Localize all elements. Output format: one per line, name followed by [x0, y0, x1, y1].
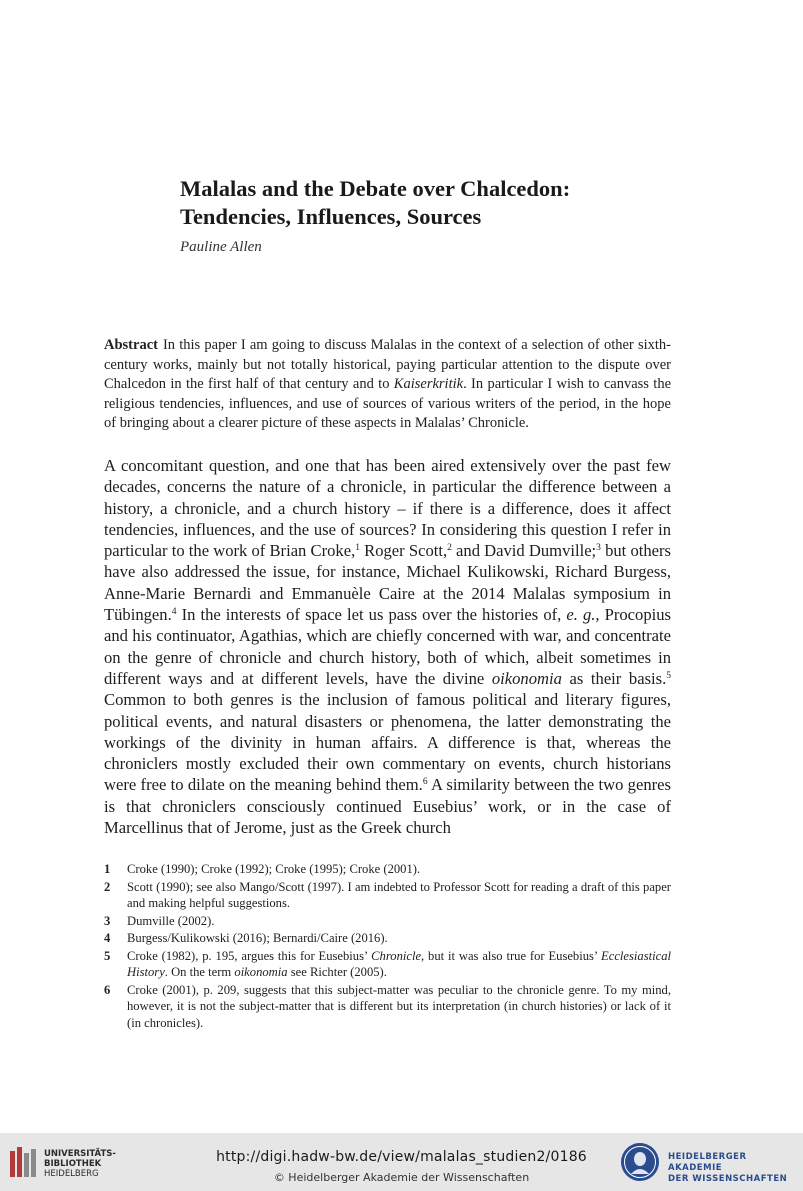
footnote-italic-oikonomia: oikonomia [234, 965, 288, 979]
body-text-5: In the interests of space let us pass over the histories of, [176, 605, 567, 625]
body-text-7: as their basis. [561, 668, 667, 688]
footnote-text-part: see Richter (2005). [287, 965, 387, 979]
footnote-text-part: . On the term [164, 965, 235, 979]
footnote-text-part: Croke (1982), p. 195, argues this for Eusebius’ [127, 948, 372, 963]
footer-bar [0, 1133, 803, 1191]
academy-seal-icon [620, 1142, 660, 1182]
footnote-ref-3[interactable]: 3 [596, 543, 601, 554]
abstract-italic-term: Kaiserkritik [393, 376, 464, 392]
article-header [180, 175, 700, 256]
footnotes [104, 861, 671, 1032]
footnote-text [127, 948, 671, 981]
academy-name-line-2: DER WISSENSCHAFTEN [668, 1174, 788, 1184]
footnote-ref-5[interactable]: 5 [666, 670, 671, 681]
footnote-5 [104, 948, 671, 981]
footnote-number: 3 [104, 913, 111, 928]
library-name-line-3: HEIDELBERG [44, 1169, 99, 1179]
body-text-2: Roger Scott, [359, 541, 448, 561]
body-text-3: and David Dumville; [451, 541, 597, 561]
body-text-1: A concomitant question, and one that has been aired extensively over the past few decades, concerns the nature of a chronicle, in particular the difference between a history, a chronicle, and a church history – if there is a difference, does it affect tendencies, influences, and the use of sources? In considering this question I refer in particular to the work of Brian Croke, [104, 456, 671, 561]
footnote-text: Croke (1990); Croke (1992); Croke (1995); Croke (2001). [127, 862, 421, 876]
footnote-ref-2[interactable]: 2 [447, 543, 452, 554]
abstract-label: Abstract [104, 337, 158, 353]
academy-name-line-1: HEIDELBERGER AKADEMIE [668, 1152, 747, 1173]
permalink-url[interactable]: http://digi.hadw-bw.de/view/malalas_studien2/0186 [216, 1149, 587, 1165]
abstract-text-b: . In particular I wish to canvass the religious tendencies, influences, and use of sources of various writers of the period, in the hope of bringing about a clearer picture of these aspects in Malalas’ Chronicle. [104, 376, 672, 431]
library-name-line-2: BIBLIOTHEK [44, 1159, 102, 1169]
footnote-number: 2 [104, 879, 111, 894]
footnote-italic-ecclesiastical-history: Ecclesiastical History [127, 948, 671, 979]
footnote-number: 4 [104, 931, 111, 945]
article-title-line-1: Malalas and the Debate over Chalcedon: [180, 176, 571, 201]
body-text-8: Common to both genres is the inclusion of famous political and literary figures, political events, and natural disasters or phenomena, the latter demonstrating the workings of the divinity in human affairs. A difference is that, whereas the chroniclers mostly excluded their own commentary on events, church historians were free to dilate on the meaning behind them. [104, 690, 671, 795]
body-paragraph [104, 455, 671, 838]
abstract [104, 336, 671, 434]
footnote-text: Scott (1990); see also Mango/Scott (1997). I am indebted to Professor Scott for reading a draft of this paper and making helpful suggestions. [127, 879, 671, 910]
footnote-4 [104, 930, 671, 947]
footnote-6 [104, 982, 671, 1032]
footnote-number: 1 [104, 862, 111, 876]
body-italic-oikonomia: oikonomia [491, 668, 562, 688]
footnote-italic-chronicle: Chronicle [371, 948, 422, 963]
body-text-6: , Procopius and his continuator, Agathias, which are chiefly concerned with war, and concentrate on the genre of chronicle and church history, both of which, albeit sometimes in different ways and at different levels, have the divine [104, 605, 672, 688]
library-name-line-1: UNIVERSITÄTS- [44, 1149, 116, 1159]
footnote-text: Croke (2001), p. 209, suggests that this subject-matter was peculiar to the chronicle genre. To my mind, however, it is not the subject-matter that is different but its interpretation (in church histories) or lack of it (in chronicles). [127, 982, 671, 1030]
body-italic-eg: e. g. [566, 605, 596, 625]
footnote-2 [104, 879, 671, 912]
body-text-9: A similarity between the two genres is that chroniclers consciously continued Eusebius’ work, or in the case of Marcellinus that of Jerome, just as the Greek church [104, 775, 671, 838]
footnote-number: 5 [104, 948, 111, 963]
abstract-text-a: In this paper I am going to discuss Malalas in the context of a selection of other sixth-century works, mainly but not totally historical, paying particular attention to the dispute over Chalcedon in the first half of that century and to [104, 337, 671, 392]
footnote-ref-1[interactable]: 1 [355, 543, 360, 554]
body-text-4: but others have also addressed the issue, for instance, Michael Kulikowski, Richard Burgess, Anne-Marie Bernardi and Emmanuèle Caire at the 2014 Malalas symposium in Tübingen. [104, 541, 672, 625]
academy-name [668, 1152, 803, 1185]
footnote-ref-6[interactable]: 6 [422, 777, 428, 788]
article-title-line-2: Tendencies, Influences, Sources [180, 204, 482, 229]
footnote-text: Burgess/Kulikowski (2016); Bernardi/Caire (2016). [127, 931, 388, 945]
footnote-1 [104, 861, 671, 878]
footnote-text: Dumville (2002). [127, 913, 215, 928]
footnote-text-part: , but it was also true for Eusebius’ [421, 948, 602, 963]
copyright-notice: © Heidelberger Akademie der Wissenschaften [273, 1171, 530, 1184]
footnote-ref-4[interactable]: 4 [171, 607, 177, 618]
footnote-3 [104, 913, 671, 930]
author-name: Pauline Allen [180, 239, 262, 255]
footnote-number: 6 [104, 982, 111, 997]
academy-logo[interactable] [618, 1141, 803, 1185]
